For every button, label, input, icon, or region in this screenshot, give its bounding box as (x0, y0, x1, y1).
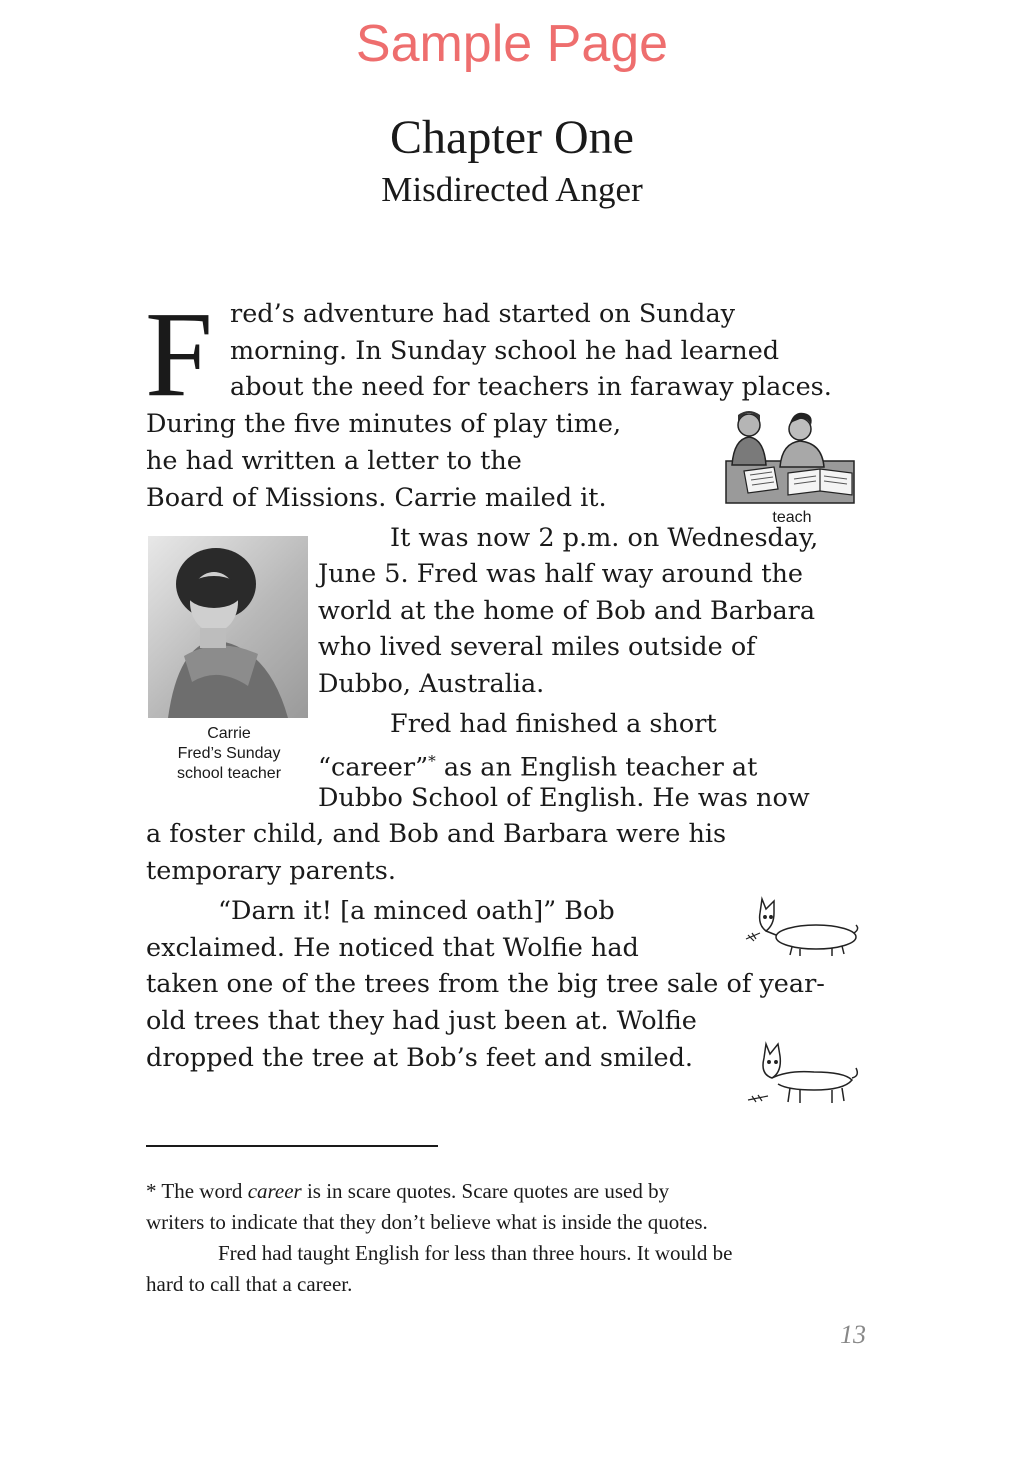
body-line: Board of Missions. Carrie mailed it. (146, 483, 607, 513)
footnote-text: is in scare quotes. Scare quotes are used by (301, 1179, 670, 1203)
body-line: exclaimed. He noticed that Wolfie had (146, 933, 639, 963)
body-line: June 5. Fred was half way around the (318, 559, 803, 589)
body-line: he had written a letter to the (146, 446, 522, 476)
body-line: Dubbo School of English. He was now (318, 783, 810, 813)
footnote-mark: * (146, 1179, 157, 1203)
body-line: who lived several miles outside of (318, 632, 756, 662)
sample-page-watermark: Sample Page (355, 15, 669, 73)
body-line: morning. In Sunday school he had learned (230, 336, 780, 366)
chapter-subtitle: Misdirected Anger (381, 170, 643, 209)
footnote-rule (146, 1145, 438, 1147)
body-line: old trees that they had just been at. Wolfie (146, 1006, 697, 1036)
body-line-career-rest: as an English teacher at (443, 752, 758, 783)
footnote-marker: * (428, 752, 436, 770)
carrie-caption (150, 724, 308, 784)
wolfie-drawing (744, 895, 862, 957)
career-word: “career” (318, 752, 429, 783)
body-line: taken one of the trees from the big tree sale of year- (146, 969, 825, 999)
footnote-line: Fred had taught English for less than three hours. It would be (218, 1241, 733, 1265)
footnote-line (146, 1176, 669, 1207)
body-line: “Darn it! [a minced oath]” Bob (218, 896, 615, 926)
body-line: dropped the tree at Bob’s feet and smiled. (146, 1043, 694, 1073)
body-line: world at the home of Bob and Barbara (318, 596, 816, 626)
body-line: Fred had finished a short (390, 709, 717, 739)
body-line: It was now 2 p.m. on Wednesday, (390, 523, 819, 553)
teach-label: teach (772, 509, 812, 526)
body-line: about the need for teachers in faraway places. (230, 372, 832, 402)
caption-line: Carrie (207, 725, 251, 742)
wolfie-drawing (744, 1040, 862, 1106)
footnote-text: The word (161, 1179, 248, 1203)
caption-line: Fred’s Sunday (177, 745, 281, 762)
footnote-line: hard to call that a career. (146, 1272, 353, 1296)
body-line: During the five minutes of play time, (146, 409, 622, 439)
footnote-line: writers to indicate that they don’t believe what is inside the quotes. (146, 1210, 708, 1234)
body-line: red’s adventure had started on Sunday (230, 299, 736, 329)
drop-cap: F (145, 287, 213, 422)
page-number: 13 (840, 1320, 866, 1349)
body-line: a foster child, and Bob and Barbara were his (146, 819, 727, 849)
footnote-italic-word: career (247, 1179, 302, 1203)
body-line: temporary parents. (146, 856, 396, 886)
caption-line: school teacher (176, 765, 282, 782)
teach-illustration (722, 405, 860, 510)
body-line: Dubbo, Australia. (318, 669, 545, 699)
carrie-photo (148, 536, 308, 718)
chapter-title: Chapter One (390, 111, 634, 164)
